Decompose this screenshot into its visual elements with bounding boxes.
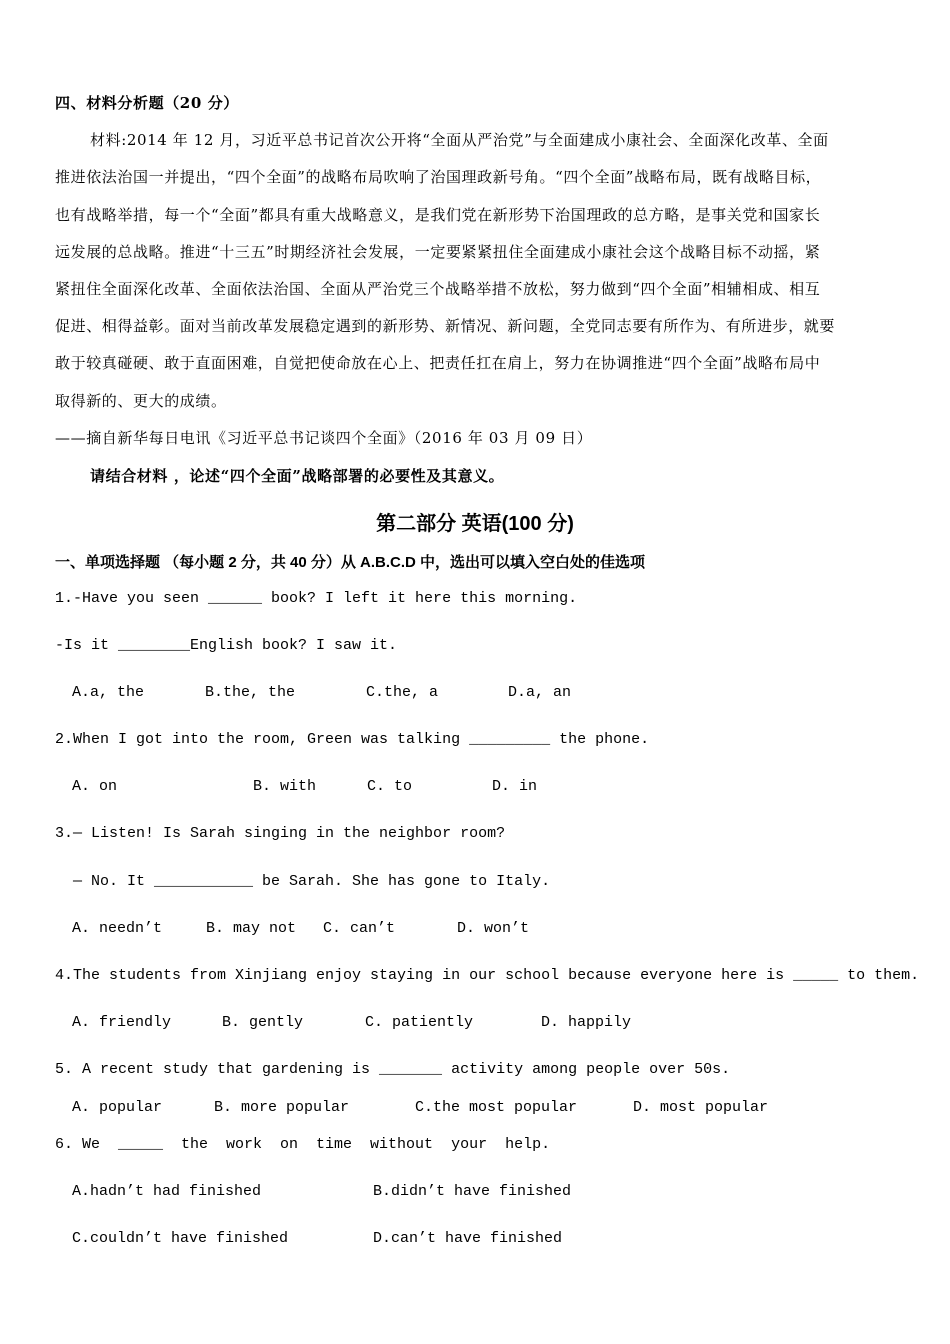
option-d: D. happily [541,1014,632,1031]
option-b: B. with [253,778,317,795]
option-c: C. to [367,778,413,795]
option-d: D. in [492,778,538,795]
option-c: C.the, a [366,684,439,701]
material-line: 远发展的总战略。推进“十三五”时期经济社会发展，一定要紧紧扭住全面建成小康社会这个战略目标不动摇，紧 [55,243,821,261]
option-d: D.can’t have finished [373,1230,563,1247]
part2-title: 第二部分 英语(100 分) [376,513,574,535]
material-line: 也有战略举措，每一个“全面”都具有重大战略意义，是我们党在新形势下治国理政的总方略，是事关党和国家长 [55,206,821,224]
question-line: 3.— Listen! Is Sarah singing in the neighbor room? [55,825,506,842]
question-line: — No. It ___________ be Sarah. She has gone to Italy. [64,873,551,890]
option-c: C.couldn’t have finished [72,1230,289,1247]
option-c: C. patiently [365,1014,474,1031]
material-question: 请结合材料 ，论述“四个全面”战略部署的必要性及其意义。 [90,467,505,485]
question-line: 6. We _____ the work on time without your help. [55,1136,551,1153]
option-d: D. most popular [633,1099,769,1116]
option-c: C. can’t [323,920,396,937]
question-line: 5. A recent study that gardening is _______ activity among people over 50s. [55,1061,731,1078]
material-line: 推进依法治国一并提出，“四个全面”的战略布局吹响了治国理政新号角。“四个全面”战略布局，既有战略目标， [55,168,822,186]
question-line: -Is it ________English book? I saw it. [55,637,398,654]
question-line: 1.-Have you seen ______ book? I left it here this morning. [55,590,578,607]
option-a: A. needn’t [72,920,163,937]
question-line: 4.The students from Xinjiang enjoy staying in our school because everyone here is _____ to them. [55,967,920,984]
option-a: A.a, the [72,684,145,701]
material-line: 材料:2014 年 12 月，习近平总书记首次公开将“全面从严治党”与全面建成小康社会、全面深化改革、全面 [90,131,829,149]
material-line: 取得新的、更大的成绩。 [55,392,227,410]
option-a: A. on [72,778,118,795]
option-d: D. won’t [457,920,530,937]
option-b: B.the, the [205,684,296,701]
section1-heading: 一、单项选择题 （每小题 2 分，共 40 分）从 A.B.C.D 中，选出可以填入空白处的佳选项 [55,554,646,571]
option-b: B. more popular [214,1099,350,1116]
question-line: 2.When I got into the room, Green was talking _________ the phone. [55,731,650,748]
option-d: D.a, an [508,684,572,701]
option-a: A. popular [72,1099,163,1116]
option-b: B.didn’t have finished [373,1183,572,1200]
option-c: C.the most popular [415,1099,578,1116]
material-line: 促进、相得益彰。面对当前改革发展稳定遇到的新形势、新情况、新问题，全党同志要有所作为、有所进步，就要 [55,317,836,335]
section4-heading: 四、材料分析题（20 分） [55,94,239,112]
material-line: 紧扭住全面深化改革、全面依法治国、全面从严治党三个战略举措不放松，努力做到“四个全面”相辅相成、相互 [55,280,821,298]
option-b: B. gently [222,1014,304,1031]
option-a: A. friendly [72,1014,172,1031]
material-line: 敢于较真碰硬、敢于直面困难，自觉把使命放在心上、把责任扛在肩上，努力在协调推进“四个全面”战略布局中 [55,354,821,372]
material-source: ——摘自新华每日电讯《习近平总书记谈四个全面》（2016 年 03 月 09 日） [55,429,593,447]
option-b: B. may not [206,920,297,937]
option-a: A.hadn’t had finished [72,1183,262,1200]
